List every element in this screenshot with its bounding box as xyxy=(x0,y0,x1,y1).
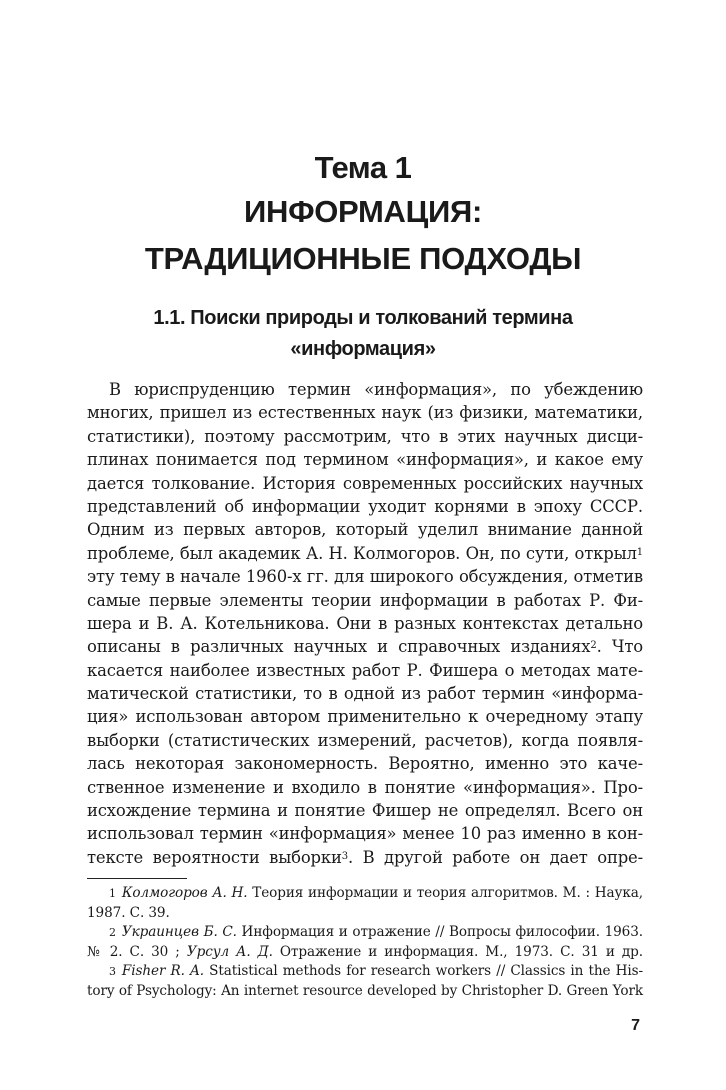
footnote-text: Statistical methods for research workers // Classics in the His- xyxy=(203,963,643,979)
footnote-2 xyxy=(87,923,643,943)
body-line: выборки (статистических измерений, расчетов), когда появля- xyxy=(87,730,643,750)
footnote-text: Теория информации и теория алгоритмов. М. : Наука, xyxy=(247,885,643,901)
chapter-title-line-1: ИНФОРМАЦИЯ: xyxy=(244,194,482,229)
body-line-tail: . Что xyxy=(596,637,644,657)
section-heading xyxy=(0,303,726,365)
footnote-3 xyxy=(87,962,643,982)
body-line-text: описаны в различных научных и справочных изданиях xyxy=(87,637,591,657)
section-title-line-1: 1.1. Поиски природы и толкований термина xyxy=(153,307,573,329)
footnote-number: 2 xyxy=(109,926,116,939)
footnote-ref-2[interactable]: 2 xyxy=(590,640,597,652)
body-line: статистики), поэтому рассмотрим, что в этих научных дисци- xyxy=(87,426,643,446)
body-line-text: проблеме, был академик А. Н. Колмогоров. Он, по сути, открыл xyxy=(87,543,637,563)
body-line: шера и В. А. Котельникова. Они в разных контекстах детально xyxy=(87,613,643,633)
body-line xyxy=(87,542,643,565)
section-title-line-2: «информация» xyxy=(290,338,436,360)
body-line: лась некоторая закономерность. Вероятно, именно это каче- xyxy=(87,754,643,774)
body-line: эту тему в начале 1960-х гг. для широкого обсуждения, отметив xyxy=(87,567,643,587)
body-line-text: тексте вероятности выборки xyxy=(87,847,342,867)
footnote-text: № 2. С. 30 ; xyxy=(87,943,187,960)
footnote-number: 3 xyxy=(109,965,116,978)
body-line: плинах понимается под термином «информация», и какое ему xyxy=(87,450,643,470)
footnote-ref-3[interactable]: 3 xyxy=(341,850,348,862)
body-line: ственное изменение и входило в понятие «информация». Про- xyxy=(87,777,643,797)
chapter-heading xyxy=(0,148,726,282)
body-line-text: В другой работе он дает опре- xyxy=(362,847,644,867)
page-number: 7 xyxy=(631,1017,640,1034)
body-line-tail: . xyxy=(347,847,363,867)
footnote-text: Информация и отражение // Вопросы философии. 1963. xyxy=(236,924,643,940)
footnote-author: Украинцев Б. С. xyxy=(121,924,237,940)
footnote-1-continued: 1987. С. 39. xyxy=(87,904,170,921)
footnotes xyxy=(87,884,643,1001)
footnote-number: 1 xyxy=(109,887,116,900)
footnote-ref-1[interactable]: 1 xyxy=(636,546,643,558)
body-line: дается толкование. История современных российских научных xyxy=(87,473,643,493)
body-line: Одним из первых авторов, который уделил внимание данной xyxy=(87,520,643,540)
topic-label: Тема 1 xyxy=(314,150,412,185)
footnote-author: Колмогоров А. Н. xyxy=(121,885,248,901)
body-line: использовал термин «информация» менее 10 раз именно в кон- xyxy=(87,824,643,844)
footnote-author: Урсул А. Д. xyxy=(186,943,273,960)
body-paragraph xyxy=(87,378,643,869)
footnote-author: Fisher R. A. xyxy=(121,963,204,979)
body-line xyxy=(87,635,643,658)
footnote-text: Отражение и информация. М., 1973. С. 31 и др. xyxy=(272,943,643,960)
footnote-1 xyxy=(87,884,643,904)
body-line: касается наиболее известных работ Р. Фишера о методах мате- xyxy=(87,660,643,680)
footnote-2-continued xyxy=(87,943,643,963)
body-line: исхождение термина и понятие Фишер не определял. Всего он xyxy=(87,801,643,821)
body-line xyxy=(87,846,643,869)
body-line: В юриспруденцию термин «информация», по убеждению xyxy=(109,380,643,399)
chapter-title-line-2: ТРАДИЦИОННЫЕ ПОДХОДЫ xyxy=(144,241,582,276)
footnote-divider xyxy=(87,878,187,879)
body-line: многих, пришел из естественных наук (из физики, математики, xyxy=(87,403,643,423)
body-line: самые первые элементы теории информации в работах Р. Фи- xyxy=(87,590,643,610)
footnote-3-continued: tory of Psychology: An internet resource developed by Christopher D. Green York xyxy=(87,982,643,999)
body-line: ция» использован автором применительно к очередному этапу xyxy=(87,707,643,727)
body-line: представлений об информации уходит корнями в эпоху СССР. xyxy=(87,496,643,516)
body-line: матической статистики, то в одной из работ термин «информа- xyxy=(87,684,643,704)
